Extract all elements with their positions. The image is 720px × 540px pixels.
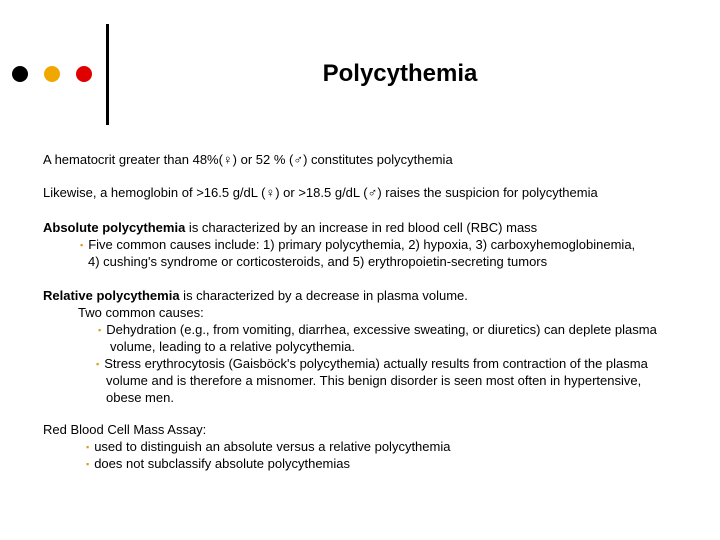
slide-title: Polycythemia xyxy=(322,60,478,87)
absolute-bullet-1 xyxy=(80,237,635,253)
relative-rest: is characterized by a decrease in plasma volume. xyxy=(179,288,468,303)
relative-sub: Two common causes: xyxy=(78,305,204,320)
relative-definition xyxy=(43,288,468,304)
hematocrit-line: A hematocrit greater than 48%(♀) or 52 % (♂) constitutes polycythemia xyxy=(43,152,453,167)
bullet-icon: ▪ xyxy=(86,459,90,469)
absolute-definition xyxy=(43,220,537,236)
assay-heading: Red Blood Cell Mass Assay: xyxy=(43,422,207,437)
absolute-term: Absolute polycythemia xyxy=(43,220,186,235)
absolute-bullet-1-text: Five common causes include: 1) primary polycythemia, 2) hypoxia, 3) carboxyhemoglobinemia, xyxy=(88,237,636,252)
relative-bullet-1 xyxy=(98,322,657,338)
assay-bullet-1 xyxy=(86,439,450,455)
bullet-icon: ▪ xyxy=(86,442,90,452)
title-divider xyxy=(106,24,109,125)
relative-bullet-2-cont-2: obese men. xyxy=(106,390,174,405)
assay-bullet-1-text: used to distinguish an absolute versus a relative polycythemia xyxy=(94,439,451,454)
assay-bullet-2 xyxy=(86,456,350,472)
decor-dot-orange xyxy=(44,66,60,82)
relative-bullet-1-cont: volume, leading to a relative polycythemia. xyxy=(110,339,355,354)
bullet-icon: ▪ xyxy=(80,240,84,250)
decor-dot-black xyxy=(12,66,28,82)
relative-bullet-1-text: Dehydration (e.g., from vomiting, diarrhea, excessive sweating, or diuretics) can deplete plasma xyxy=(106,322,657,337)
relative-bullet-2 xyxy=(96,356,648,372)
assay-bullet-2-text: does not subclassify absolute polycythemias xyxy=(94,456,351,471)
bullet-icon: ▪ xyxy=(96,359,100,369)
absolute-bullet-1-cont: 4) cushing's syndrome or corticosteroids, and 5) erythropoietin-secreting tumors xyxy=(88,254,548,269)
relative-bullet-2-text: Stress erythrocytosis (Gaisböck's polycythemia) actually results from contraction of the plasma xyxy=(104,356,648,371)
relative-bullet-2-cont-1: volume and is therefore a misnomer. This benign disorder is seen most often in hypertensive, xyxy=(106,373,642,388)
hemoglobin-line: Likewise, a hemoglobin of >16.5 g/dL (♀) or >18.5 g/dL (♂) raises the suspicion for polycythemia xyxy=(43,185,598,200)
relative-term: Relative polycythemia xyxy=(43,288,180,303)
bullet-icon: ▪ xyxy=(98,325,102,335)
decor-dot-red xyxy=(76,66,92,82)
absolute-rest: is characterized by an increase in red blood cell (RBC) mass xyxy=(185,220,538,235)
